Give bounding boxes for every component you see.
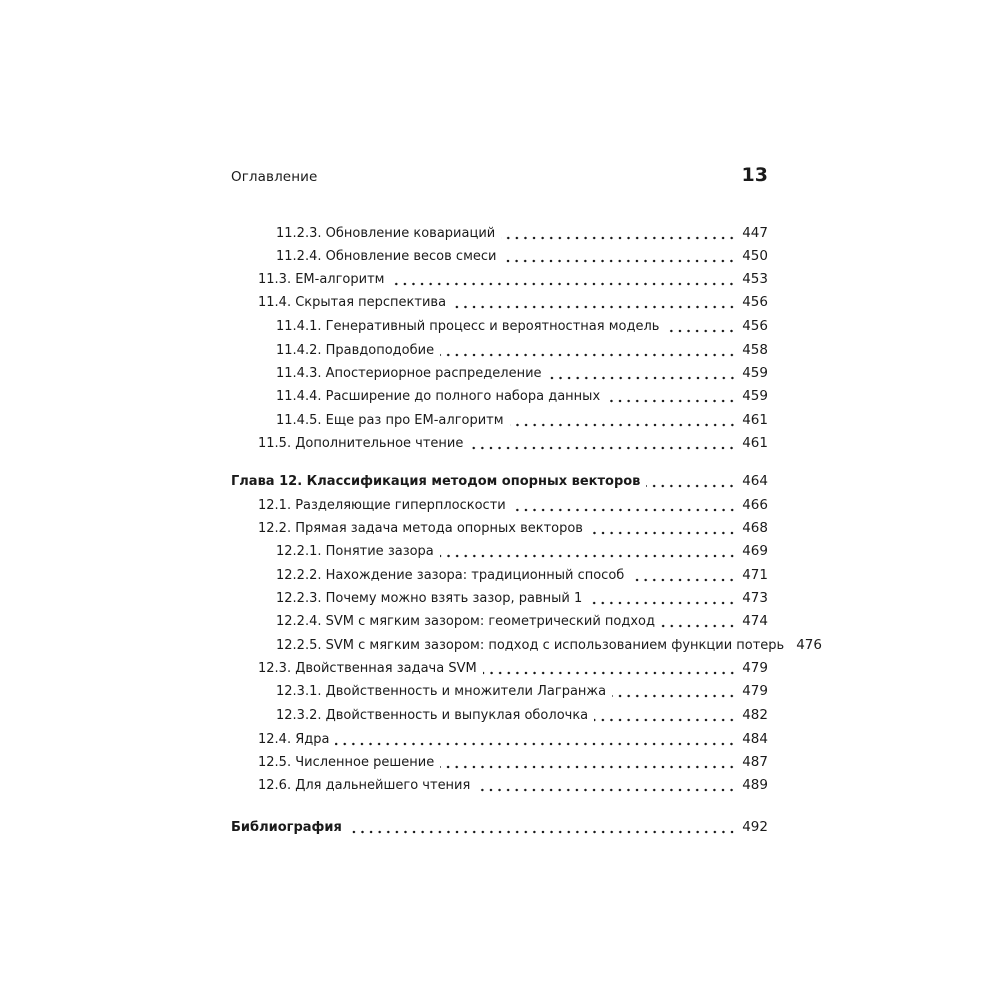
toc-entry-page: 469 — [742, 543, 768, 559]
dot-leader — [390, 274, 736, 286]
toc-entry — [231, 223, 768, 243]
toc-entry-title: 11.3. EM-алгоритм — [258, 272, 385, 287]
toc-entry — [231, 518, 768, 538]
toc-entry — [231, 611, 768, 631]
toc-entry-page: 468 — [742, 520, 768, 536]
toc-chapter-entry — [231, 471, 768, 491]
dot-leader — [440, 546, 736, 558]
toc-entry-title: 12.3.2. Двойственность и выпуклая оболочка — [276, 708, 589, 723]
dot-leader — [630, 570, 736, 582]
toc-entry-page: 479 — [742, 683, 768, 699]
toc-entry — [231, 363, 768, 383]
toc-entry — [231, 565, 768, 585]
toc-entry — [231, 269, 768, 289]
toc-entry-title: 12.2.2. Нахождение зазора: традиционный способ — [276, 568, 625, 583]
toc-entry-title: 11.4.4. Расширение до полного набора данных — [276, 389, 601, 404]
toc-entry-title: 11.4.5. Еще раз про EM-алгоритм — [276, 413, 504, 428]
toc-entry-title: 12.2.3. Почему можно взять зазор, равный 1 — [276, 591, 583, 606]
toc-entry — [231, 705, 768, 725]
toc-entry — [231, 410, 768, 430]
toc-entry-title: 11.2.3. Обновление ковариаций — [276, 226, 496, 241]
page-header — [231, 164, 768, 190]
dot-leader — [476, 780, 736, 792]
dot-leader — [501, 228, 736, 240]
dot-leader — [594, 710, 736, 722]
toc-entry — [231, 658, 768, 678]
toc-entry — [231, 588, 768, 608]
toc-entry-title: 11.4.2. Правдоподобие — [276, 343, 435, 358]
toc-entry-page: 461 — [742, 412, 768, 428]
dot-leader — [483, 663, 737, 675]
toc-entry-title: 11.4.1. Генеративный процесс и вероятностная модель — [276, 319, 660, 334]
dot-leader — [335, 734, 736, 746]
running-head: Оглавление — [231, 169, 318, 185]
dot-leader — [502, 251, 736, 263]
toc-entry-page: 450 — [742, 248, 768, 264]
toc-entry-title: Глава 12. Классификация методом опорных векторов — [231, 474, 641, 489]
toc-entry — [231, 433, 768, 453]
dot-leader — [440, 345, 736, 357]
dot-leader — [612, 686, 736, 698]
toc-entry-page: 487 — [742, 754, 768, 770]
dot-leader — [661, 616, 736, 628]
toc-entry-page: 461 — [742, 435, 768, 451]
toc-entry-title: 12.3. Двойственная задача SVM — [258, 661, 477, 676]
toc-entry-page: 456 — [742, 318, 768, 334]
toc-entry-page: 458 — [742, 342, 768, 358]
toc-entry-page: 476 — [796, 637, 822, 653]
toc-entry-title: 11.2.4. Обновление весов смеси — [276, 249, 497, 264]
toc-entry-title: 12.1. Разделяющие гиперплоскости — [258, 498, 506, 513]
dot-leader — [606, 391, 736, 403]
toc-entry — [231, 340, 768, 360]
toc-entry-title: 12.2. Прямая задача метода опорных векторов — [258, 521, 583, 536]
toc-entry — [231, 541, 768, 561]
dot-leader — [440, 757, 736, 769]
toc-entry-page: 464 — [742, 473, 768, 489]
toc-entry — [231, 752, 768, 772]
toc-entry-page: 492 — [742, 819, 768, 835]
toc-entry-page: 489 — [742, 777, 768, 793]
toc-entry-title: 12.5. Численное решение — [258, 755, 435, 770]
toc-entry — [231, 246, 768, 266]
toc-entry — [231, 729, 768, 749]
toc-entry — [231, 495, 768, 515]
toc-entry-page: 482 — [742, 707, 768, 723]
toc-chapter-entry — [231, 817, 768, 837]
toc-entry-page: 456 — [742, 294, 768, 310]
dot-leader — [548, 368, 737, 380]
toc-entry-title: 11.5. Дополнительное чтение — [258, 436, 464, 451]
toc-entry-title: 12.3.1. Двойственность и множители Лагранжа — [276, 684, 607, 699]
toc-entry — [231, 681, 768, 701]
toc-entry — [231, 292, 768, 312]
page-number: 13 — [741, 164, 768, 186]
dot-leader — [589, 523, 736, 535]
toc-entry-title: 12.4. Ядра — [258, 732, 330, 747]
book-page — [231, 0, 822, 1000]
toc-entry-page: 453 — [742, 271, 768, 287]
toc-entry-page: 479 — [742, 660, 768, 676]
toc-entry-page: 474 — [742, 613, 768, 629]
toc-entry-page: 466 — [742, 497, 768, 513]
dot-leader — [452, 297, 736, 309]
toc-entry — [231, 635, 822, 655]
dot-leader — [512, 500, 736, 512]
toc-entry-page: 447 — [742, 225, 768, 241]
toc-entry-page: 484 — [742, 731, 768, 747]
toc-entry-title: 11.4. Скрытая перспектива — [258, 295, 447, 310]
dot-leader — [646, 476, 736, 488]
toc-entry-page: 459 — [742, 365, 768, 381]
toc-entry-title: 12.2.5. SVM с мягким зазором: подход с использованием функции потерь — [276, 638, 785, 653]
toc-entry-page: 459 — [742, 388, 768, 404]
toc-entry-title: 11.4.3. Апостериорное распределение — [276, 366, 542, 381]
dot-leader — [510, 415, 737, 427]
toc-entry-page: 473 — [742, 590, 768, 606]
dot-leader — [348, 822, 736, 834]
dot-leader — [588, 593, 736, 605]
toc-entry-title: 12.2.1. Понятие зазора — [276, 544, 434, 559]
toc-entry-title: 12.2.4. SVM с мягким зазором: геометрический подход — [276, 614, 655, 629]
toc-entry — [231, 775, 768, 795]
toc-entry-page: 471 — [742, 567, 768, 583]
toc-entry-title: Библиография — [231, 820, 342, 835]
toc-entry — [231, 386, 768, 406]
dot-leader — [665, 321, 736, 333]
toc-entry-title: 12.6. Для дальнейшего чтения — [258, 778, 471, 793]
dot-leader — [469, 438, 736, 450]
toc-entry — [231, 316, 768, 336]
